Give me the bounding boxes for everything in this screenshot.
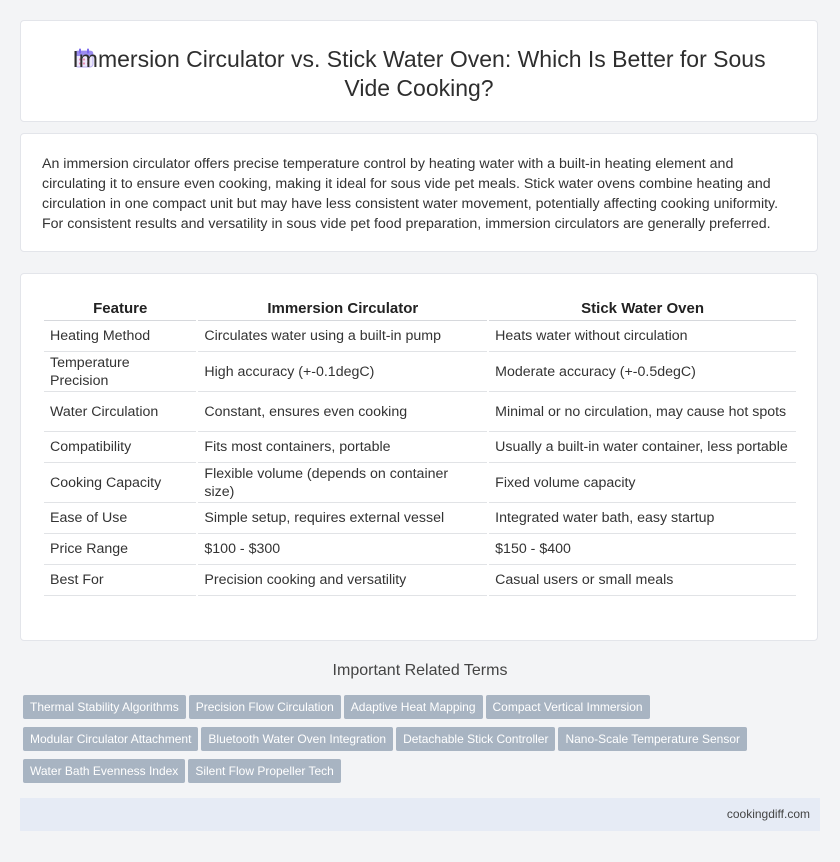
header-card — [20, 20, 818, 122]
related-term-tag[interactable]: Silent Flow Propeller Tech — [188, 759, 341, 783]
header-feature: Feature — [44, 296, 196, 321]
page-title: Immersion Circulator vs. Stick Water Oven: Which Is Better for Sous Vide Cooking? — [72, 46, 766, 101]
table-row — [44, 463, 796, 503]
row-immersion-value: Simple setup, requires external vessel — [198, 503, 487, 534]
row-stick-value: Usually a built-in water container, less portable — [489, 432, 796, 463]
related-term-tag[interactable]: Nano-Scale Temperature Sensor — [558, 727, 747, 751]
table-row — [44, 432, 796, 463]
table-row — [44, 503, 796, 534]
related-term-tag[interactable]: Bluetooth Water Oven Integration — [201, 727, 393, 751]
table-row — [44, 352, 796, 392]
comparison-table — [42, 296, 798, 596]
related-terms-list — [23, 695, 813, 791]
related-term-tag[interactable]: Modular Circulator Attachment — [23, 727, 198, 751]
row-feature: Water Circulation — [44, 392, 196, 432]
table-row — [44, 321, 796, 352]
footer — [20, 798, 820, 831]
table-row — [44, 392, 796, 432]
row-feature: Ease of Use — [44, 503, 196, 534]
header-immersion-circulator: Immersion Circulator — [198, 296, 487, 321]
row-stick-value: Heats water without circulation — [489, 321, 796, 352]
related-term-tag[interactable]: Thermal Stability Algorithms — [23, 695, 186, 719]
related-term-tag[interactable]: Adaptive Heat Mapping — [344, 695, 483, 719]
row-stick-value: Fixed volume capacity — [489, 463, 796, 503]
table-header-row — [44, 296, 796, 321]
related-term-tag[interactable]: Precision Flow Circulation — [189, 695, 341, 719]
row-immersion-value: $100 - $300 — [198, 534, 487, 565]
row-stick-value: $150 - $400 — [489, 534, 796, 565]
footer-site-link[interactable]: cookingdiff.com — [726, 807, 810, 821]
table-row — [44, 565, 796, 596]
related-terms-title: Important Related Terms — [332, 662, 508, 679]
row-stick-value: Moderate accuracy (+-0.5degC) — [489, 352, 796, 392]
row-immersion-value: Circulates water using a built-in pump — [198, 321, 487, 352]
row-feature: Heating Method — [44, 321, 196, 352]
table-row — [44, 534, 796, 565]
row-immersion-value: Constant, ensures even cooking — [198, 392, 487, 432]
related-term-tag[interactable]: Water Bath Evenness Index — [23, 759, 185, 783]
intro-paragraph: An immersion circulator offers precise temperature control by heating water with a built-in heating element and circulating it to ensure even cooking, making it ideal for sous vide pet meals. Stick water ovens combine heating and circulation in one compact unit but may have less consistent water movement, potentially affecting cooking uniformity. For consistent results and versatility in sous vide pet food preparation, immersion circulators are generally preferred. — [42, 156, 779, 232]
related-term-tag[interactable]: Detachable Stick Controller — [396, 727, 555, 751]
row-immersion-value: Precision cooking and versatility — [198, 565, 487, 596]
row-stick-value: Integrated water bath, easy startup — [489, 503, 796, 534]
row-feature: Temperature Precision — [44, 352, 196, 392]
row-feature: Cooking Capacity — [44, 463, 196, 503]
related-term-tag[interactable]: Compact Vertical Immersion — [486, 695, 650, 719]
row-stick-value: Minimal or no circulation, may cause hot spots — [489, 392, 796, 432]
intro-card — [20, 133, 818, 252]
row-feature: Best For — [44, 565, 196, 596]
row-immersion-value: High accuracy (+-0.1degC) — [198, 352, 487, 392]
row-feature: Compatibility — [44, 432, 196, 463]
row-feature: Price Range — [44, 534, 196, 565]
row-immersion-value: Fits most containers, portable — [198, 432, 487, 463]
row-stick-value: Casual users or small meals — [489, 565, 796, 596]
row-immersion-value: Flexible volume (depends on container size) — [198, 463, 487, 503]
header-stick-water-oven: Stick Water Oven — [489, 296, 796, 321]
comparison-card — [20, 273, 818, 641]
